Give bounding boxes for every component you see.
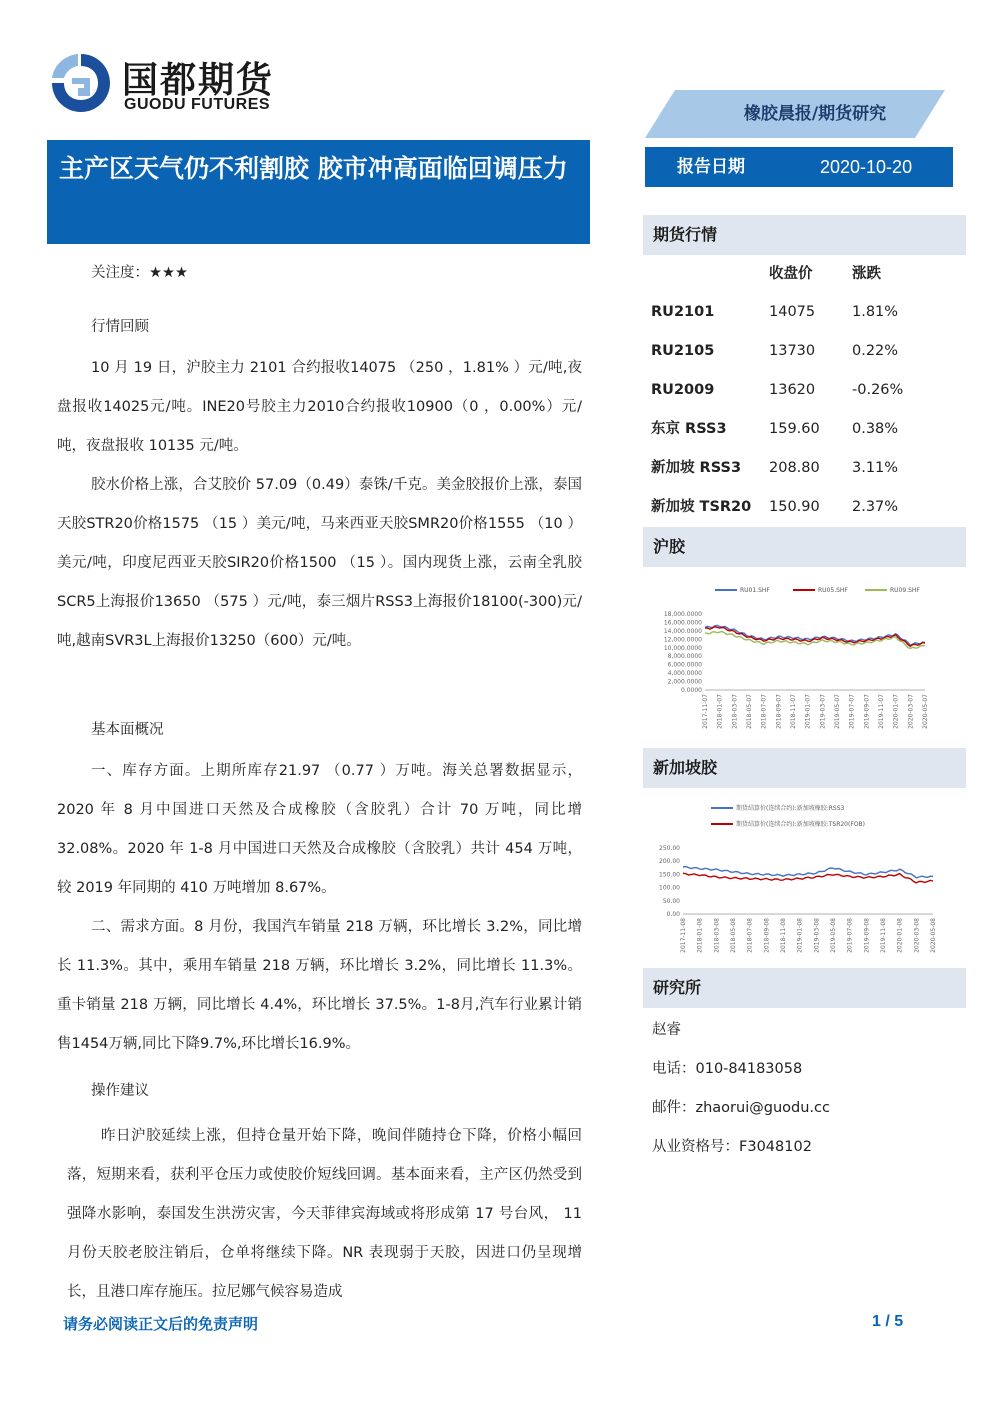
y-tick-label: 250.00 bbox=[659, 845, 680, 852]
analyst-name: 赵睿 bbox=[652, 1022, 681, 1038]
y-tick-label: 10,000.0000 bbox=[663, 644, 702, 652]
y-tick-label: 14,000.0000 bbox=[663, 627, 702, 635]
y-tick-label: 18,000.0000 bbox=[663, 611, 702, 618]
legend-label: 期货结算价(连续合约):新加坡橡胶:TSR20(FOB) bbox=[736, 821, 865, 828]
x-tick-label: 2018-07-07 bbox=[760, 694, 768, 729]
company-logo bbox=[50, 50, 300, 120]
y-tick-label: 16,000.0000 bbox=[663, 619, 702, 627]
section-heading-fundamentals: 基本面概况 bbox=[91, 722, 164, 738]
close-price: 208.80 bbox=[769, 460, 820, 476]
x-tick-label: 2020-05-08 bbox=[930, 918, 937, 953]
guodu-logo-icon bbox=[50, 52, 112, 114]
market-row bbox=[643, 449, 966, 488]
legend-label: 期货结算价(连续合约):新加坡橡胶:RSS3 bbox=[736, 805, 845, 812]
futures-market-heading: 期货行情 bbox=[643, 215, 966, 255]
y-tick-label: 150.00 bbox=[659, 871, 680, 879]
x-tick-label: 2018-11-07 bbox=[790, 694, 797, 729]
shfe-rubber-chart bbox=[643, 570, 966, 745]
x-tick-label: 2018-03-08 bbox=[713, 918, 721, 953]
x-tick-label: 2017-11-07 bbox=[702, 694, 709, 729]
logo-chinese-name: 国都期货 bbox=[122, 60, 275, 101]
series-line bbox=[683, 867, 933, 878]
x-tick-label: 2020-01-07 bbox=[892, 694, 900, 729]
x-tick-label: 2019-09-08 bbox=[863, 918, 871, 953]
category-label: 橡胶晨报/期货研究 bbox=[743, 104, 887, 124]
x-tick-label: 2019-03-08 bbox=[813, 918, 821, 953]
price-change: 0.22% bbox=[852, 343, 899, 359]
x-tick-label: 2019-09-07 bbox=[863, 694, 871, 729]
analyst-phone: 电话：010-84183058 bbox=[652, 1061, 803, 1077]
x-tick-label: 2019-05-08 bbox=[830, 918, 837, 953]
x-tick-label: 2019-11-07 bbox=[878, 694, 885, 729]
analyst-license: 从业资格号：F3048102 bbox=[652, 1139, 812, 1155]
y-tick-label: 4,000.0000 bbox=[667, 670, 702, 678]
series-line bbox=[683, 873, 933, 883]
review-paragraph-2: 胶水价格上涨，合艾胶价 57.09（0.49）泰铢/千克。美金胶报价上涨，泰国天胶STR20价格1575 （15 ）美元/吨，马来西亚天胶SMR20价格1555 （10 ）美元/吨，印度尼西亚天胶SIR20价格1500 （15 ）。国内现货上涨，云南全乳胶SCR5上海报价13650 （575 ）元/吨，泰三烟片RSS3上海报价18100(-300)元/吨,越南SVR3L上海报价13250（600）元/吨。 bbox=[57, 477, 582, 649]
close-price: 13730 bbox=[769, 343, 816, 359]
close-price: 14075 bbox=[769, 304, 816, 320]
price-change: 2.37% bbox=[852, 499, 899, 515]
contract-name: 新加坡 TSR20 bbox=[651, 499, 752, 515]
legend-label: RU05.SHF bbox=[818, 587, 848, 594]
report-title-box bbox=[47, 140, 590, 244]
logo-english-name: GUODU FUTURES bbox=[124, 96, 271, 113]
contract-name: RU2101 bbox=[651, 304, 715, 320]
report-date-value: 2020-10-20 bbox=[820, 157, 913, 177]
fundamentals-paragraph-2: 二、需求方面。8 月份，我国汽车销量 218 万辆，环比增长 3.2%，同比增长 11.3%。其中，乘用车销量 218 万辆，环比增长 3.2%，同比增长 11.3%。重卡销量 218 万辆，同比增长 4.4%，环比增长 37.5%。1-8月,汽车行业累计销售1454万辆,同比下降9.7%,环比增长16.9%。 bbox=[57, 919, 582, 1052]
contract-name: RU2105 bbox=[651, 343, 715, 359]
contract-name: RU2009 bbox=[651, 382, 715, 398]
col-change: 涨跌 bbox=[852, 266, 881, 282]
x-tick-label: 2019-05-07 bbox=[834, 694, 841, 729]
x-tick-label: 2018-05-08 bbox=[730, 918, 737, 953]
market-row bbox=[643, 410, 966, 449]
price-change: 3.11% bbox=[852, 460, 899, 476]
x-tick-label: 2019-07-08 bbox=[846, 918, 854, 953]
y-tick-label: 2,000.0000 bbox=[667, 678, 702, 686]
disclaimer-notice[interactable]: 请务必阅读正文后的免责声明 bbox=[63, 1315, 259, 1333]
x-tick-label: 2018-11-08 bbox=[780, 918, 787, 953]
x-tick-label: 2018-05-07 bbox=[746, 694, 753, 729]
research-heading: 研究所 bbox=[643, 968, 966, 1008]
x-tick-label: 2018-09-08 bbox=[763, 918, 771, 953]
singapore-rubber-heading: 新加坡胶 bbox=[643, 748, 966, 788]
review-paragraph-1: 10 月 19 日，沪胶主力 2101 合约报收14075 （250 ，1.81% ）元/吨,夜盘报收14025元/吨。INE20号胶主力2010合约报收10900（0 ，0.00%）元/吨，夜盘报收 10135 元/吨。 bbox=[57, 360, 582, 454]
report-date-box bbox=[645, 147, 953, 187]
price-change: 0.38% bbox=[852, 421, 899, 437]
x-tick-label: 2019-03-07 bbox=[819, 694, 827, 729]
market-row bbox=[643, 332, 966, 371]
legend-label: RU01.SHF bbox=[740, 587, 770, 594]
y-tick-label: 50.00 bbox=[662, 897, 680, 905]
x-tick-label: 2019-01-08 bbox=[796, 918, 804, 953]
x-tick-label: 2017-11-08 bbox=[680, 918, 687, 953]
contract-name: 新加坡 RSS3 bbox=[651, 460, 742, 476]
report-date-label: 报告日期 bbox=[677, 157, 745, 177]
close-price: 13620 bbox=[769, 382, 816, 398]
x-tick-label: 2018-09-07 bbox=[775, 694, 783, 729]
y-tick-label: 6,000.0000 bbox=[667, 661, 702, 669]
y-tick-label: 12,000.0000 bbox=[663, 636, 702, 644]
singapore-rubber-chart-svg bbox=[643, 792, 966, 962]
close-price: 159.60 bbox=[769, 421, 820, 437]
attention-level: 关注度：★★★ bbox=[91, 265, 188, 281]
x-tick-label: 2018-01-08 bbox=[696, 918, 704, 953]
y-tick-label: 8,000.0000 bbox=[667, 653, 702, 661]
x-tick-label: 2020-03-08 bbox=[913, 918, 921, 953]
x-tick-label: 2020-05-07 bbox=[922, 694, 929, 729]
col-close-price: 收盘价 bbox=[769, 266, 813, 282]
category-banner bbox=[645, 90, 945, 138]
y-tick-label: 0.00 bbox=[666, 911, 680, 918]
market-row bbox=[643, 371, 966, 410]
x-tick-label: 2019-01-07 bbox=[804, 694, 812, 729]
section-heading-operations: 操作建议 bbox=[91, 1083, 149, 1099]
market-row bbox=[643, 293, 966, 332]
operations-paragraph: 昨日沪胶延续上涨，但持仓量开始下降，晚间伴随持仓下降，价格小幅回落，短期来看，获利平仓压力或使胶价短线回调。基本面来看，主产区仍然受到强降水影响，泰国发生洪涝灾害，今天菲律宾海域或将形成第 17 号台风， 11 月份天胶老胶注销后，仓单将继续下降。NR 表现弱于天胶，因进口仍呈现增长，且港口库存施压。拉尼娜气候容易造成 bbox=[67, 1128, 582, 1300]
x-tick-label: 2018-03-07 bbox=[731, 694, 739, 729]
y-tick-label: 200.00 bbox=[659, 858, 680, 866]
shfe-rubber-chart-svg bbox=[643, 570, 966, 745]
contract-name: 东京 RSS3 bbox=[651, 421, 727, 437]
singapore-rubber-chart bbox=[643, 792, 966, 962]
report-title: 主产区天气仍不利割胶 胶市冲高面临回调压力 bbox=[59, 154, 568, 183]
price-change: -0.26% bbox=[852, 382, 904, 398]
y-tick-label: 0.0000 bbox=[681, 687, 702, 694]
x-tick-label: 2019-07-07 bbox=[848, 694, 856, 729]
analyst-email[interactable]: 邮件：zhaorui@guodu.cc bbox=[652, 1100, 830, 1116]
section-heading-review: 行情回顾 bbox=[91, 319, 149, 335]
market-table-header bbox=[643, 255, 966, 294]
x-tick-label: 2019-11-08 bbox=[880, 918, 887, 953]
x-tick-label: 2020-03-07 bbox=[907, 694, 915, 729]
price-change: 1.81% bbox=[852, 304, 899, 320]
y-tick-label: 100.00 bbox=[659, 884, 680, 892]
shfe-rubber-heading: 沪胶 bbox=[643, 527, 966, 567]
legend-label: RU09.SHF bbox=[890, 587, 920, 594]
x-tick-label: 2020-01-08 bbox=[896, 918, 904, 953]
page-number: 1 / 5 bbox=[872, 1313, 904, 1330]
x-tick-label: 2018-07-08 bbox=[746, 918, 754, 953]
fundamentals-paragraph-1: 一、库存方面。上期所库存21.97 （0.77 ）万吨。海关总署数据显示，2020 年 8 月中国进口天然及合成橡胶（含胶乳）合计 70 万吨，同比增 32.08%。2020 年 1-8 月中国进口天然及合成橡胶（含胶乳）共计 454 万吨，较 2019 年同期的 410 万吨增加 8.67%。 bbox=[57, 763, 582, 896]
market-row bbox=[643, 488, 966, 527]
close-price: 150.90 bbox=[769, 499, 820, 515]
x-tick-label: 2018-01-07 bbox=[716, 694, 724, 729]
